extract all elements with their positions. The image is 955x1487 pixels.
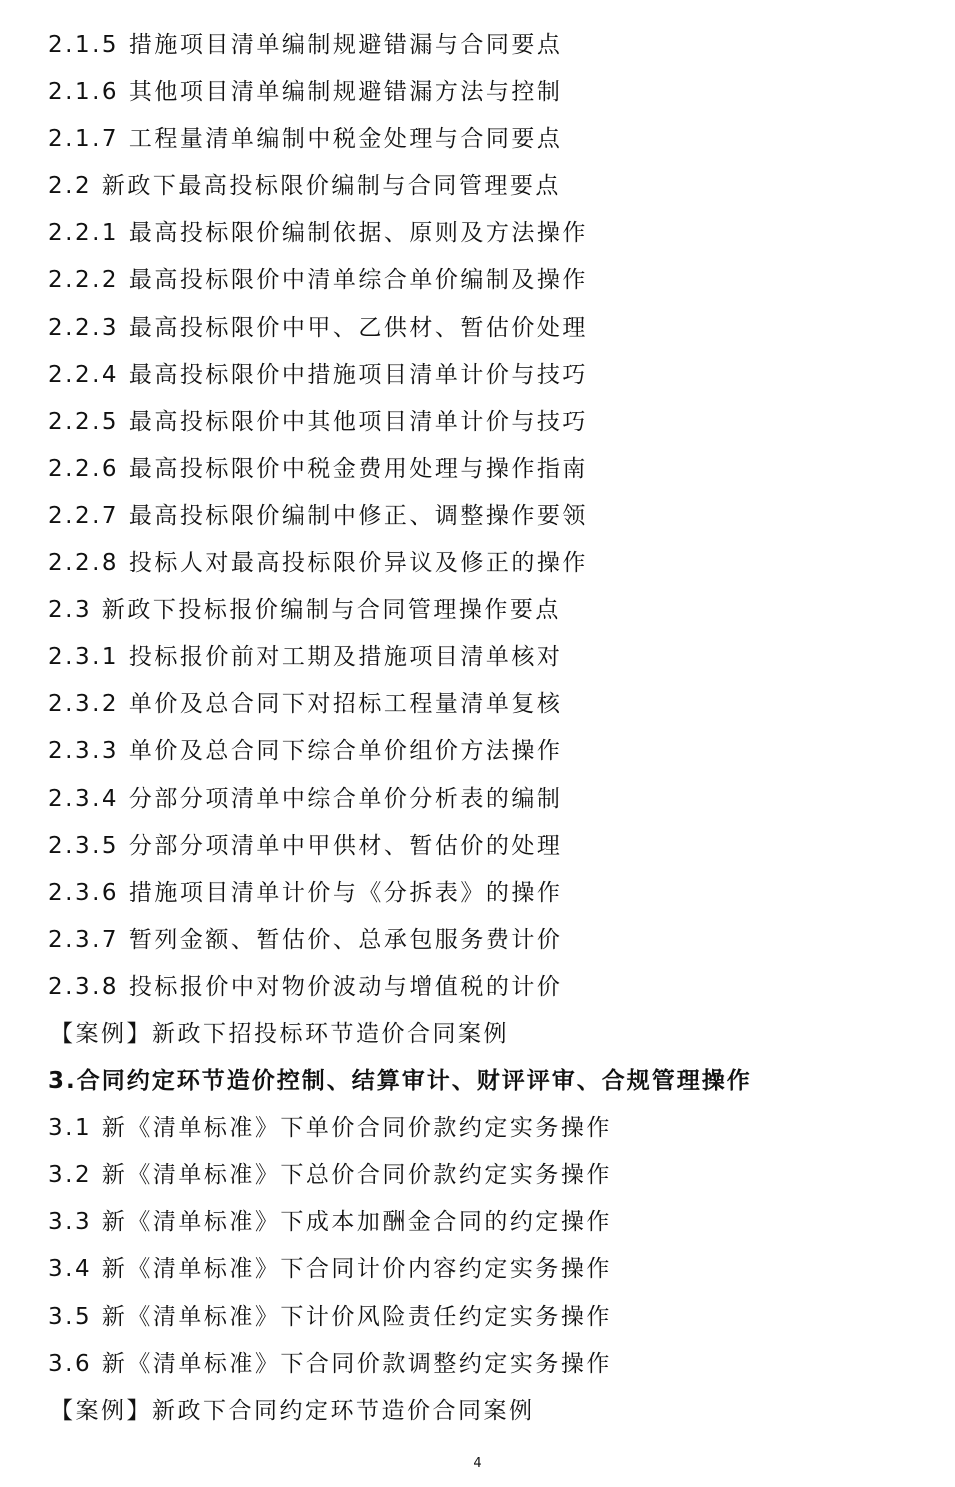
table-of-contents — [48, 22, 928, 1435]
toc-line: 2.1.7 工程量清单编制中税金处理与合同要点 — [48, 126, 563, 153]
toc-line: 2.2.2 最高投标限价中清单综合单价编制及操作 — [48, 267, 588, 294]
toc-line: 2.3.6 措施项目清单计价与《分拆表》的操作 — [48, 879, 563, 906]
toc-line: 2.1.5 措施项目清单编制规避错漏与合同要点 — [48, 32, 563, 58]
toc-line: 3.3 新《清单标准》下成本加酬金合同的约定操作 — [48, 1209, 612, 1236]
toc-line: 2.3.3 单价及总合同下综合单价组价方法操作 — [48, 738, 563, 765]
toc-line: 2.2.3 最高投标限价中甲、乙供材、暂估价处理 — [48, 314, 588, 341]
toc-case-line: 【案例】新政下合同约定环节造价合同案例 — [50, 1397, 535, 1424]
toc-line: 3.4 新《清单标准》下合同计价内容约定实务操作 — [48, 1256, 612, 1283]
toc-line: 3.2 新《清单标准》下总价合同价款约定实务操作 — [48, 1162, 612, 1189]
page-number: 4 — [473, 1456, 482, 1471]
toc-line: 2.3.5 分部分项清单中甲供材、暂估价的处理 — [48, 832, 563, 859]
toc-line: 2.3.7 暂列金额、暂估价、总承包服务费计价 — [48, 926, 563, 953]
toc-line: 2.3.8 投标报价中对物价波动与增值税的计价 — [48, 973, 563, 1000]
toc-line: 2.2 新政下最高投标限价编制与合同管理要点 — [48, 173, 561, 200]
toc-line: 2.3.2 单价及总合同下对招标工程量清单复核 — [48, 691, 563, 718]
toc-line: 2.2.4 最高投标限价中措施项目清单计价与技巧 — [48, 361, 588, 388]
toc-line: 2.2.5 最高投标限价中其他项目清单计价与技巧 — [48, 408, 588, 435]
toc-line: 2.3 新政下投标报价编制与合同管理操作要点 — [48, 597, 561, 624]
toc-line: 3.1 新《清单标准》下单价合同价款约定实务操作 — [48, 1115, 612, 1142]
toc-line: 3.6 新《清单标准》下合同价款调整约定实务操作 — [48, 1350, 612, 1377]
toc-line: 2.2.6 最高投标限价中税金费用处理与操作指南 — [48, 455, 588, 482]
toc-line: 2.2.1 最高投标限价编制依据、原则及方法操作 — [48, 220, 588, 247]
toc-line: 2.3.4 分部分项清单中综合单价分析表的编制 — [48, 785, 563, 812]
toc-section-heading: 3.合同约定环节造价控制、结算审计、财评评审、合规管理操作 — [48, 1068, 752, 1095]
toc-line: 2.3.1 投标报价前对工期及措施项目清单核对 — [48, 644, 563, 671]
toc-line: 2.2.7 最高投标限价编制中修正、调整操作要领 — [48, 502, 588, 529]
toc-line: 2.2.8 投标人对最高投标限价异议及修正的操作 — [48, 550, 588, 577]
toc-line: 3.5 新《清单标准》下计价风险责任约定实务操作 — [48, 1303, 612, 1330]
toc-case-line: 【案例】新政下招投标环节造价合同案例 — [50, 1020, 509, 1047]
toc-line: 2.1.6 其他项目清单编制规避错漏方法与控制 — [48, 79, 563, 106]
